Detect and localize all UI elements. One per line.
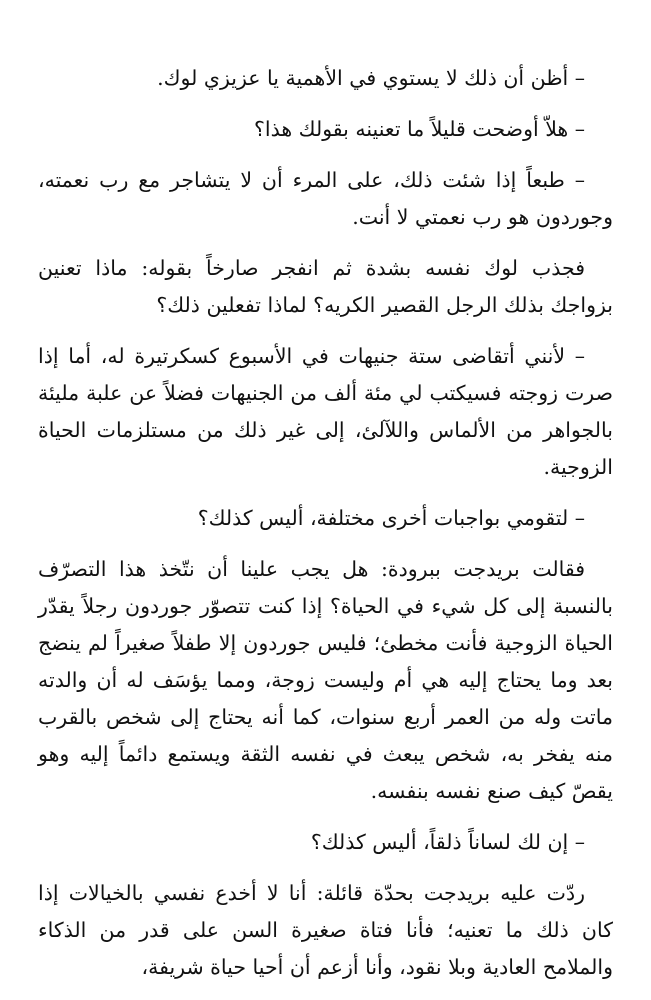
- paragraph-4: فجذب لوك نفسه بشدة ثم انفجر صارخاً بقوله: ماذا تعنين بزواجك بذلك الرجل القصير الكريه؟ لماذا تفعلين ذلك؟: [38, 256, 613, 317]
- paragraph-3: – طبعاً إذا شئت ذلك، على المرء أن لا يتشاجر مع رب نعمته، وجوردون هو رب نعمتي لا أنت.: [38, 168, 613, 229]
- paragraph-5: – لأنني أتقاضى ستة جنيهات في الأسبوع كسكرتيرة له، أما إذا صرت زوجته فسيكتب لي مئة ألف من الجنيهات فضلاً عن علبة مليئة بالجواهر من الألماس واللآلئ، إلى غير ذلك من مستلزمات الحياة الزوجية.: [38, 344, 613, 479]
- paragraph-8: – إن لك لساناً ذلقاً، أليس كذلك؟: [310, 830, 585, 854]
- paragraph-2: – هلاّ أوضحت قليلاً ما تعنينه بقولك هذا؟: [254, 117, 585, 141]
- paragraph-6: – لتقومي بواجبات أخرى مختلفة، أليس كذلك؟: [197, 506, 585, 530]
- paragraph-9: ردّت عليه بريدجت بحدّة قائلة: أنا لا أخدع نفسي بالخيالات إذا كان ذلك ما تعنيه؛ فأنا فتاة صغيرة السن على قدر من الذكاء والملامح العادية وبلا نقود، وأنا أزعم أن أحيا حياة شريفة،: [38, 881, 613, 979]
- paragraph-1: – أظن أن ذلك لا يستوي في الأهمية يا عزيزي لوك.: [157, 66, 585, 90]
- paragraph-7: فقالت بريدجت ببرودة: هل يجب علينا أن نتّخذ هذا التصرّف بالنسبة إلى كل شيء في الحياة؟ إذا كنت تتصوّر جوردون رجلاً يقدّر الحياة الزوجية فأنت مخطئ؛ فليس جوردون إلا طفلاً صغيراً لم ينضج بعد وما يحتاج إليه هي أم وليست زوجة، ومما يؤسَف له أن والدته ماتت وله من العمر أربع سنوات، كما أنه يحتاج إلى شخص بالقرب منه يفخر به، شخص يبعث في نفسه الثقة ويستمع دائماً إليه وهو يقصّ كيف صنع نفسه بنفسه.: [38, 557, 613, 803]
